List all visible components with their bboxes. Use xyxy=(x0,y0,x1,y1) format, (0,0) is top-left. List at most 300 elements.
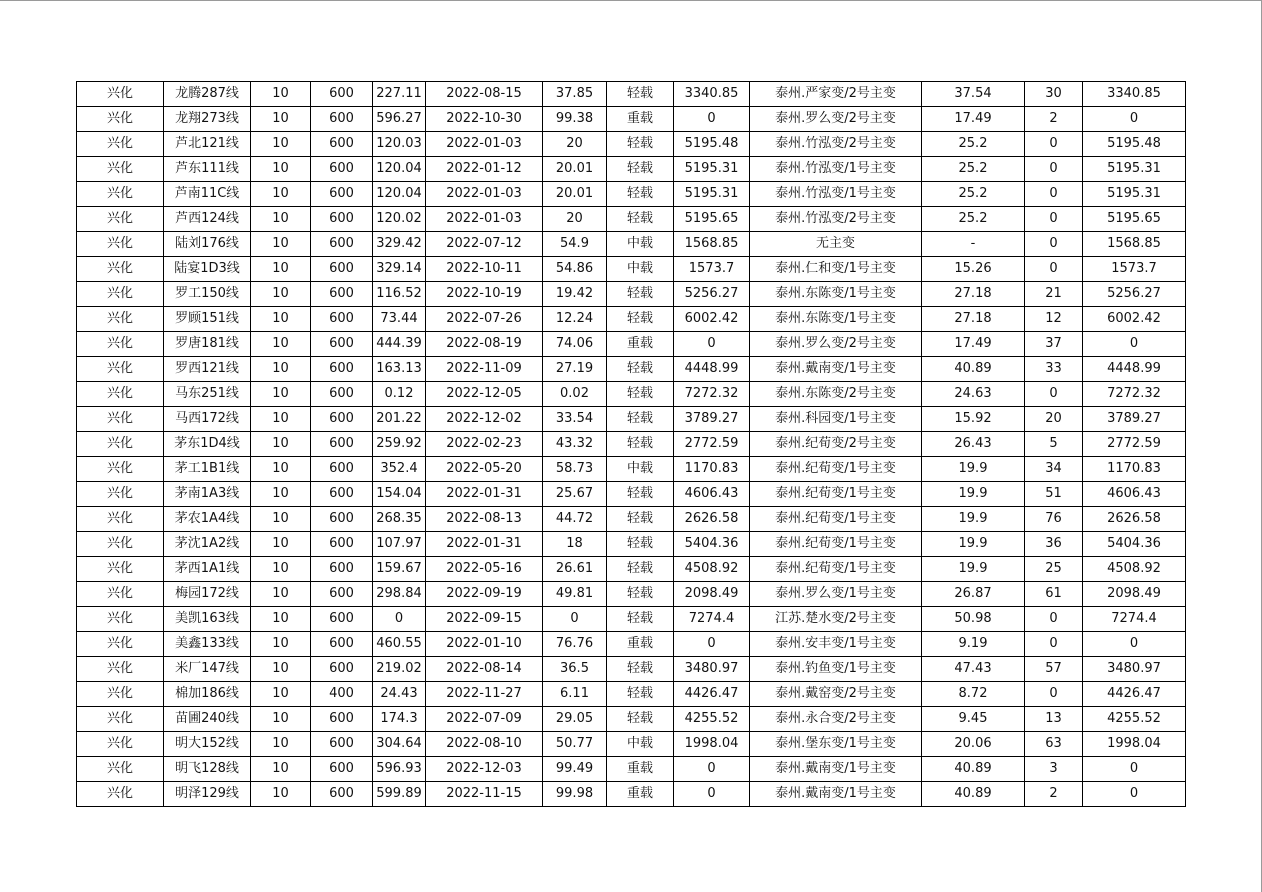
load-rate-cell: 99.49 xyxy=(543,757,607,782)
load-status-cell: 轻载 xyxy=(607,82,674,107)
line-name-cell: 龙翔273线 xyxy=(164,107,251,132)
load-rate-cell: 20 xyxy=(543,132,607,157)
table-row xyxy=(77,657,1186,682)
load-rate-cell: 33.54 xyxy=(543,407,607,432)
remaining-capacity-cell: 0 xyxy=(1083,332,1186,357)
county-cell: 兴化 xyxy=(77,232,164,257)
voltage-cell: 10 xyxy=(251,782,311,807)
capacity-cell: 600 xyxy=(311,332,373,357)
date-cell: 2022-08-10 xyxy=(426,732,543,757)
remaining-capacity-cell: 5195.48 xyxy=(1083,132,1186,157)
transformer-load-rate-cell: 50.98 xyxy=(922,607,1025,632)
remaining-capacity-cell: 5256.27 xyxy=(1083,282,1186,307)
voltage-cell: 10 xyxy=(251,682,311,707)
table-row xyxy=(77,507,1186,532)
available-capacity-cell: 3480.97 xyxy=(674,657,750,682)
count-cell: 33 xyxy=(1025,357,1083,382)
voltage-cell: 10 xyxy=(251,707,311,732)
table-row xyxy=(77,282,1186,307)
date-cell: 2022-11-09 xyxy=(426,357,543,382)
transformer-load-rate-cell: 17.49 xyxy=(922,332,1025,357)
county-cell: 兴化 xyxy=(77,557,164,582)
remaining-capacity-cell: 7272.32 xyxy=(1083,382,1186,407)
county-cell: 兴化 xyxy=(77,132,164,157)
county-cell: 兴化 xyxy=(77,257,164,282)
county-cell: 兴化 xyxy=(77,757,164,782)
load-status-cell: 轻载 xyxy=(607,182,674,207)
capacity-cell: 600 xyxy=(311,532,373,557)
transformer-load-rate-cell: 25.2 xyxy=(922,132,1025,157)
table-row xyxy=(77,482,1186,507)
county-cell: 兴化 xyxy=(77,732,164,757)
available-capacity-cell: 2626.58 xyxy=(674,507,750,532)
county-cell: 兴化 xyxy=(77,482,164,507)
county-cell: 兴化 xyxy=(77,382,164,407)
capacity-cell: 600 xyxy=(311,207,373,232)
voltage-cell: 10 xyxy=(251,132,311,157)
table-row xyxy=(77,357,1186,382)
available-capacity-cell: 4606.43 xyxy=(674,482,750,507)
capacity-cell: 600 xyxy=(311,732,373,757)
county-cell: 兴化 xyxy=(77,632,164,657)
load-rate-cell: 44.72 xyxy=(543,507,607,532)
line-name-cell: 罗唐181线 xyxy=(164,332,251,357)
transformer-load-rate-cell: 9.45 xyxy=(922,707,1025,732)
voltage-cell: 10 xyxy=(251,532,311,557)
load-rate-cell: 0.02 xyxy=(543,382,607,407)
transformer-load-rate-cell: 47.43 xyxy=(922,657,1025,682)
count-cell: 0 xyxy=(1025,157,1083,182)
line-name-cell: 苗圃240线 xyxy=(164,707,251,732)
count-cell: 12 xyxy=(1025,307,1083,332)
line-name-cell: 明飞128线 xyxy=(164,757,251,782)
remaining-capacity-cell: 2626.58 xyxy=(1083,507,1186,532)
available-capacity-cell: 3340.85 xyxy=(674,82,750,107)
transformer-cell: 泰州.纪荀变/1号主变 xyxy=(750,532,922,557)
remaining-capacity-cell: 3789.27 xyxy=(1083,407,1186,432)
count-cell: 57 xyxy=(1025,657,1083,682)
remaining-capacity-cell: 2098.49 xyxy=(1083,582,1186,607)
capacity-cell: 600 xyxy=(311,507,373,532)
line-name-cell: 茅南1A3线 xyxy=(164,482,251,507)
county-cell: 兴化 xyxy=(77,707,164,732)
remaining-capacity-cell: 5195.65 xyxy=(1083,207,1186,232)
transformer-load-rate-cell: 24.63 xyxy=(922,382,1025,407)
count-cell: 2 xyxy=(1025,107,1083,132)
county-cell: 兴化 xyxy=(77,307,164,332)
count-cell: 0 xyxy=(1025,607,1083,632)
table-row xyxy=(77,457,1186,482)
remaining-capacity-cell: 1170.83 xyxy=(1083,457,1186,482)
transformer-load-rate-cell: 19.9 xyxy=(922,507,1025,532)
voltage-cell: 10 xyxy=(251,657,311,682)
available-capacity-cell: 7274.4 xyxy=(674,607,750,632)
transformer-cell: 泰州.纪荀变/1号主变 xyxy=(750,557,922,582)
capacity-cell: 600 xyxy=(311,257,373,282)
table-row xyxy=(77,407,1186,432)
remaining-capacity-cell: 4255.52 xyxy=(1083,707,1186,732)
count-cell: 20 xyxy=(1025,407,1083,432)
load-status-cell: 轻载 xyxy=(607,532,674,557)
page-top-edge xyxy=(0,0,1262,1)
load-status-cell: 轻载 xyxy=(607,557,674,582)
remaining-capacity-cell: 2772.59 xyxy=(1083,432,1186,457)
transformer-load-rate-cell: 15.26 xyxy=(922,257,1025,282)
load-status-cell: 轻载 xyxy=(607,432,674,457)
count-cell: 36 xyxy=(1025,532,1083,557)
transformer-cell: 泰州.永合变/2号主变 xyxy=(750,707,922,732)
available-capacity-cell: 0 xyxy=(674,107,750,132)
load-status-cell: 重载 xyxy=(607,782,674,807)
line-name-cell: 芦西124线 xyxy=(164,207,251,232)
load-rate-cell: 25.67 xyxy=(543,482,607,507)
load-rate-cell: 0 xyxy=(543,607,607,632)
load-cell: 120.04 xyxy=(373,157,426,182)
load-cell: 304.64 xyxy=(373,732,426,757)
table-row xyxy=(77,82,1186,107)
count-cell: 21 xyxy=(1025,282,1083,307)
table-row xyxy=(77,757,1186,782)
count-cell: 0 xyxy=(1025,382,1083,407)
transformer-cell: 泰州.竹泓变/1号主变 xyxy=(750,157,922,182)
transformer-cell: 泰州.钓鱼变/1号主变 xyxy=(750,657,922,682)
count-cell: 0 xyxy=(1025,132,1083,157)
load-status-cell: 重载 xyxy=(607,332,674,357)
available-capacity-cell: 5195.65 xyxy=(674,207,750,232)
load-rate-cell: 49.81 xyxy=(543,582,607,607)
remaining-capacity-cell: 1568.85 xyxy=(1083,232,1186,257)
date-cell: 2022-02-23 xyxy=(426,432,543,457)
load-cell: 154.04 xyxy=(373,482,426,507)
capacity-cell: 600 xyxy=(311,657,373,682)
load-status-cell: 轻载 xyxy=(607,157,674,182)
load-cell: 174.3 xyxy=(373,707,426,732)
remaining-capacity-cell: 4606.43 xyxy=(1083,482,1186,507)
load-rate-cell: 50.77 xyxy=(543,732,607,757)
load-rate-cell: 19.42 xyxy=(543,282,607,307)
count-cell: 30 xyxy=(1025,82,1083,107)
county-cell: 兴化 xyxy=(77,582,164,607)
transformer-load-rate-cell: 27.18 xyxy=(922,307,1025,332)
table-row xyxy=(77,632,1186,657)
available-capacity-cell: 4508.92 xyxy=(674,557,750,582)
load-cell: 107.97 xyxy=(373,532,426,557)
load-status-cell: 中载 xyxy=(607,457,674,482)
load-cell: 0 xyxy=(373,607,426,632)
count-cell: 63 xyxy=(1025,732,1083,757)
count-cell: 3 xyxy=(1025,757,1083,782)
load-cell: 298.84 xyxy=(373,582,426,607)
voltage-cell: 10 xyxy=(251,257,311,282)
capacity-cell: 600 xyxy=(311,132,373,157)
transformer-cell: 泰州.罗么变/2号主变 xyxy=(750,107,922,132)
transformer-load-rate-cell: 40.89 xyxy=(922,357,1025,382)
voltage-cell: 10 xyxy=(251,732,311,757)
transformer-load-rate-cell: 19.9 xyxy=(922,457,1025,482)
line-name-cell: 棉加186线 xyxy=(164,682,251,707)
load-cell: 116.52 xyxy=(373,282,426,307)
remaining-capacity-cell: 0 xyxy=(1083,757,1186,782)
transformer-load-rate-cell: 15.92 xyxy=(922,407,1025,432)
transformer-cell: 泰州.纪荀变/2号主变 xyxy=(750,432,922,457)
count-cell: 76 xyxy=(1025,507,1083,532)
load-cell: 120.04 xyxy=(373,182,426,207)
date-cell: 2022-08-13 xyxy=(426,507,543,532)
capacity-cell: 600 xyxy=(311,82,373,107)
count-cell: 51 xyxy=(1025,482,1083,507)
load-cell: 599.89 xyxy=(373,782,426,807)
transformer-load-rate-cell: 20.06 xyxy=(922,732,1025,757)
table-row xyxy=(77,207,1186,232)
available-capacity-cell: 4426.47 xyxy=(674,682,750,707)
load-status-cell: 轻载 xyxy=(607,282,674,307)
line-name-cell: 梅园172线 xyxy=(164,582,251,607)
line-name-cell: 陆宴1D3线 xyxy=(164,257,251,282)
table-row xyxy=(77,132,1186,157)
transformer-load-rate-cell: 17.49 xyxy=(922,107,1025,132)
voltage-cell: 10 xyxy=(251,582,311,607)
county-cell: 兴化 xyxy=(77,207,164,232)
date-cell: 2022-12-02 xyxy=(426,407,543,432)
load-rate-cell: 74.06 xyxy=(543,332,607,357)
table-row xyxy=(77,732,1186,757)
voltage-cell: 10 xyxy=(251,382,311,407)
remaining-capacity-cell: 0 xyxy=(1083,107,1186,132)
transformer-cell: 江苏.楚水变/2号主变 xyxy=(750,607,922,632)
load-cell: 268.35 xyxy=(373,507,426,532)
date-cell: 2022-05-20 xyxy=(426,457,543,482)
load-status-cell: 轻载 xyxy=(607,207,674,232)
transformer-load-rate-cell: 40.89 xyxy=(922,757,1025,782)
county-cell: 兴化 xyxy=(77,157,164,182)
capacity-cell: 600 xyxy=(311,357,373,382)
county-cell: 兴化 xyxy=(77,107,164,132)
table-row xyxy=(77,182,1186,207)
voltage-cell: 10 xyxy=(251,432,311,457)
transformer-cell: 泰州.安丰变/1号主变 xyxy=(750,632,922,657)
load-cell: 596.93 xyxy=(373,757,426,782)
load-cell: 159.67 xyxy=(373,557,426,582)
table-row xyxy=(77,432,1186,457)
load-status-cell: 轻载 xyxy=(607,507,674,532)
table-row xyxy=(77,232,1186,257)
transformer-load-rate-cell: - xyxy=(922,232,1025,257)
county-cell: 兴化 xyxy=(77,282,164,307)
line-name-cell: 米厂147线 xyxy=(164,657,251,682)
line-name-cell: 龙腾287线 xyxy=(164,82,251,107)
available-capacity-cell: 1998.04 xyxy=(674,732,750,757)
load-cell: 120.03 xyxy=(373,132,426,157)
voltage-cell: 10 xyxy=(251,407,311,432)
available-capacity-cell: 2098.49 xyxy=(674,582,750,607)
remaining-capacity-cell: 7274.4 xyxy=(1083,607,1186,632)
voltage-cell: 10 xyxy=(251,307,311,332)
line-name-cell: 茅农1A4线 xyxy=(164,507,251,532)
line-name-cell: 明泽129线 xyxy=(164,782,251,807)
transformer-cell: 泰州.东陈变/1号主变 xyxy=(750,307,922,332)
available-capacity-cell: 0 xyxy=(674,632,750,657)
table-row xyxy=(77,557,1186,582)
county-cell: 兴化 xyxy=(77,82,164,107)
remaining-capacity-cell: 0 xyxy=(1083,632,1186,657)
transformer-load-rate-cell: 37.54 xyxy=(922,82,1025,107)
load-cell: 163.13 xyxy=(373,357,426,382)
available-capacity-cell: 7272.32 xyxy=(674,382,750,407)
count-cell: 61 xyxy=(1025,582,1083,607)
transformer-cell: 泰州.戴窑变/2号主变 xyxy=(750,682,922,707)
voltage-cell: 10 xyxy=(251,457,311,482)
date-cell: 2022-01-31 xyxy=(426,482,543,507)
table-row xyxy=(77,257,1186,282)
date-cell: 2022-10-30 xyxy=(426,107,543,132)
transformer-cell: 泰州.戴南变/1号主变 xyxy=(750,357,922,382)
remaining-capacity-cell: 5404.36 xyxy=(1083,532,1186,557)
capacity-cell: 600 xyxy=(311,432,373,457)
load-status-cell: 轻载 xyxy=(607,382,674,407)
voltage-cell: 10 xyxy=(251,607,311,632)
transformer-cell: 泰州.严家变/2号主变 xyxy=(750,82,922,107)
date-cell: 2022-10-19 xyxy=(426,282,543,307)
remaining-capacity-cell: 0 xyxy=(1083,782,1186,807)
available-capacity-cell: 5195.31 xyxy=(674,182,750,207)
county-cell: 兴化 xyxy=(77,607,164,632)
voltage-cell: 10 xyxy=(251,757,311,782)
available-capacity-cell: 0 xyxy=(674,782,750,807)
feeder-load-table xyxy=(76,81,1186,807)
table-body xyxy=(77,82,1186,807)
voltage-cell: 10 xyxy=(251,207,311,232)
load-status-cell: 轻载 xyxy=(607,682,674,707)
available-capacity-cell: 5195.48 xyxy=(674,132,750,157)
transformer-cell: 泰州.罗么变/1号主变 xyxy=(750,582,922,607)
capacity-cell: 600 xyxy=(311,582,373,607)
capacity-cell: 600 xyxy=(311,782,373,807)
load-status-cell: 轻载 xyxy=(607,407,674,432)
available-capacity-cell: 4255.52 xyxy=(674,707,750,732)
transformer-cell: 泰州.东陈变/2号主变 xyxy=(750,382,922,407)
count-cell: 0 xyxy=(1025,207,1083,232)
load-status-cell: 轻载 xyxy=(607,132,674,157)
count-cell: 2 xyxy=(1025,782,1083,807)
county-cell: 兴化 xyxy=(77,432,164,457)
load-rate-cell: 20.01 xyxy=(543,182,607,207)
date-cell: 2022-01-03 xyxy=(426,182,543,207)
date-cell: 2022-12-03 xyxy=(426,757,543,782)
load-rate-cell: 54.86 xyxy=(543,257,607,282)
county-cell: 兴化 xyxy=(77,532,164,557)
transformer-cell: 泰州.竹泓变/2号主变 xyxy=(750,207,922,232)
remaining-capacity-cell: 1573.7 xyxy=(1083,257,1186,282)
available-capacity-cell: 0 xyxy=(674,757,750,782)
date-cell: 2022-01-31 xyxy=(426,532,543,557)
date-cell: 2022-09-15 xyxy=(426,607,543,632)
capacity-cell: 600 xyxy=(311,482,373,507)
line-name-cell: 芦东111线 xyxy=(164,157,251,182)
load-rate-cell: 36.5 xyxy=(543,657,607,682)
county-cell: 兴化 xyxy=(77,332,164,357)
load-cell: 73.44 xyxy=(373,307,426,332)
voltage-cell: 10 xyxy=(251,82,311,107)
capacity-cell: 600 xyxy=(311,157,373,182)
transformer-cell: 泰州.竹泓变/1号主变 xyxy=(750,182,922,207)
load-status-cell: 重载 xyxy=(607,757,674,782)
load-rate-cell: 12.24 xyxy=(543,307,607,332)
transformer-load-rate-cell: 25.2 xyxy=(922,157,1025,182)
available-capacity-cell: 1568.85 xyxy=(674,232,750,257)
remaining-capacity-cell: 4508.92 xyxy=(1083,557,1186,582)
line-name-cell: 茅东1D4线 xyxy=(164,432,251,457)
capacity-cell: 600 xyxy=(311,607,373,632)
load-rate-cell: 29.05 xyxy=(543,707,607,732)
date-cell: 2022-12-05 xyxy=(426,382,543,407)
date-cell: 2022-08-14 xyxy=(426,657,543,682)
remaining-capacity-cell: 6002.42 xyxy=(1083,307,1186,332)
transformer-load-rate-cell: 40.89 xyxy=(922,782,1025,807)
load-rate-cell: 43.32 xyxy=(543,432,607,457)
load-rate-cell: 6.11 xyxy=(543,682,607,707)
count-cell: 0 xyxy=(1025,257,1083,282)
date-cell: 2022-07-26 xyxy=(426,307,543,332)
remaining-capacity-cell: 3340.85 xyxy=(1083,82,1186,107)
load-cell: 0.12 xyxy=(373,382,426,407)
line-name-cell: 茅西1A1线 xyxy=(164,557,251,582)
line-name-cell: 芦北121线 xyxy=(164,132,251,157)
county-cell: 兴化 xyxy=(77,457,164,482)
transformer-cell: 泰州.科园变/1号主变 xyxy=(750,407,922,432)
count-cell: 0 xyxy=(1025,682,1083,707)
line-name-cell: 茅工1B1线 xyxy=(164,457,251,482)
load-cell: 24.43 xyxy=(373,682,426,707)
transformer-load-rate-cell: 19.9 xyxy=(922,482,1025,507)
county-cell: 兴化 xyxy=(77,182,164,207)
load-status-cell: 轻载 xyxy=(607,582,674,607)
table-row xyxy=(77,682,1186,707)
available-capacity-cell: 5195.31 xyxy=(674,157,750,182)
date-cell: 2022-11-15 xyxy=(426,782,543,807)
load-status-cell: 中载 xyxy=(607,232,674,257)
transformer-cell: 泰州.纪荀变/1号主变 xyxy=(750,482,922,507)
load-cell: 259.92 xyxy=(373,432,426,457)
capacity-cell: 400 xyxy=(311,682,373,707)
remaining-capacity-cell: 4426.47 xyxy=(1083,682,1186,707)
county-cell: 兴化 xyxy=(77,657,164,682)
transformer-cell: 泰州.仁和变/1号主变 xyxy=(750,257,922,282)
capacity-cell: 600 xyxy=(311,757,373,782)
transformer-cell: 泰州.堡东变/1号主变 xyxy=(750,732,922,757)
transformer-load-rate-cell: 26.87 xyxy=(922,582,1025,607)
available-capacity-cell: 4448.99 xyxy=(674,357,750,382)
voltage-cell: 10 xyxy=(251,107,311,132)
voltage-cell: 10 xyxy=(251,482,311,507)
load-rate-cell: 99.98 xyxy=(543,782,607,807)
transformer-load-rate-cell: 25.2 xyxy=(922,182,1025,207)
load-rate-cell: 27.19 xyxy=(543,357,607,382)
remaining-capacity-cell: 1998.04 xyxy=(1083,732,1186,757)
transformer-cell: 泰州.东陈变/1号主变 xyxy=(750,282,922,307)
load-status-cell: 轻载 xyxy=(607,357,674,382)
remaining-capacity-cell: 5195.31 xyxy=(1083,182,1186,207)
transformer-cell: 泰州.纪荀变/1号主变 xyxy=(750,507,922,532)
capacity-cell: 600 xyxy=(311,232,373,257)
count-cell: 37 xyxy=(1025,332,1083,357)
date-cell: 2022-05-16 xyxy=(426,557,543,582)
line-name-cell: 陆刘176线 xyxy=(164,232,251,257)
load-cell: 201.22 xyxy=(373,407,426,432)
transformer-load-rate-cell: 26.43 xyxy=(922,432,1025,457)
table-row xyxy=(77,382,1186,407)
transformer-cell: 泰州.戴南变/1号主变 xyxy=(750,782,922,807)
load-cell: 219.02 xyxy=(373,657,426,682)
